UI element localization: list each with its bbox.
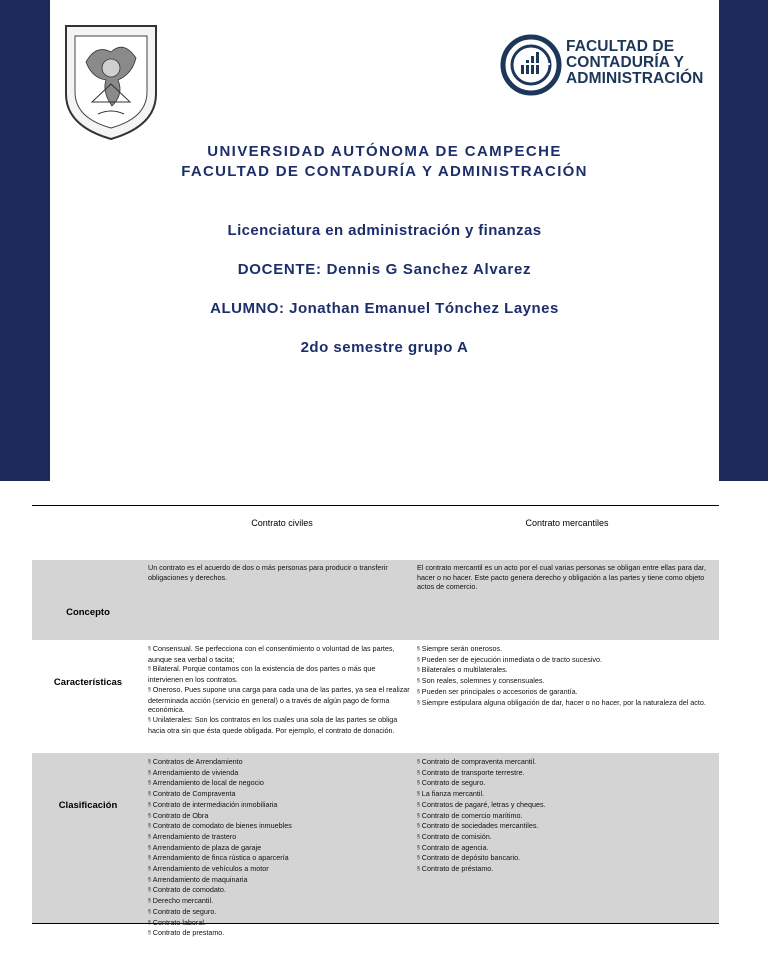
- university-name: UNIVERSIDAD AUTÓNOMA DE CAMPECHE: [207, 143, 562, 160]
- faculty-logo-icon: [500, 34, 562, 96]
- list-item: § Contrato de seguro.: [148, 907, 410, 918]
- faculty-name: FACULTAD DE CONTADURÍA Y ADMINISTRACIÓN: [181, 163, 588, 180]
- list-item: § Contrato de comisión.: [417, 832, 712, 843]
- left-blue-band: [0, 0, 50, 481]
- column-header-civil: Contrato civiles: [251, 518, 313, 528]
- list-item: § Pueden ser de ejecución inmediata o de tracto sucesivo.: [417, 655, 712, 666]
- teacher-name: DOCENTE: Dennis G Sanchez Alvarez: [237, 261, 532, 278]
- faculty-logo: [500, 34, 715, 98]
- list-item: § Contratos de pagaré, letras y cheques.: [417, 800, 712, 811]
- list-item: § Arrendamiento de trastero: [148, 832, 410, 843]
- table-row-caracteristicas: [32, 640, 719, 753]
- list-item: § Contrato de transporte terrestre.: [417, 768, 712, 779]
- list-item: § Arrendamiento de plaza de garaje: [148, 843, 410, 854]
- table-top-rule: [32, 505, 719, 506]
- column-header-mercantil: Contrato mercantiles: [525, 518, 609, 528]
- semester-group: 2do semestre grupo A: [300, 339, 469, 356]
- list-item: § Contrato de compraventa mercantil.: [417, 757, 712, 768]
- list-item: § Siempre serán onerosos.: [417, 644, 712, 655]
- list-item: § Contrato de depósito bancario.: [417, 853, 712, 864]
- list-item: § Oneroso. Pues supone una carga para cada una de las partes, ya sea el realizar determinada acción (servicio en general) o a través de algún pago de forma económica.: [148, 685, 410, 715]
- list-item: § Derecho mercantil.: [148, 896, 410, 907]
- table-bottom-rule: [32, 923, 719, 924]
- list-item: § Contrato de comodato de bienes inmuebles: [148, 821, 410, 832]
- list-item: § Contrato de sociedades mercantiles.: [417, 821, 712, 832]
- row-label-caracteristicas: Características: [53, 677, 123, 688]
- list-item: § Contrato de agencia.: [417, 843, 712, 854]
- list-item: § Contrato de seguro.: [417, 778, 712, 789]
- list-item: § Contrato de Compraventa: [148, 789, 410, 800]
- list-item: § Bilateral. Porque contamos con la existencia de dos partes o más que intervienen en los contratos.: [148, 664, 410, 684]
- clasificacion-mercantil-list: [417, 757, 712, 875]
- degree-name: Licenciatura en administración y finanzas: [227, 222, 542, 239]
- list-item: § Contrato de préstamo.: [417, 864, 712, 875]
- list-item: § Siempre estipulara alguna obligación de dar, hacer o no hacer, por la naturaleza del acto.: [417, 698, 712, 709]
- row-label-clasificacion: Clasificación: [58, 800, 118, 811]
- student-name: ALUMNO: Jonathan Emanuel Tónchez Laynes: [210, 300, 559, 317]
- list-item: § Arrendamiento de local de negocio: [148, 778, 410, 789]
- list-item: § Arrendamiento de vehículos a motor: [148, 864, 410, 875]
- list-item: § Contrato de comodato.: [148, 885, 410, 896]
- logo-line-2: CONTADURÍA Y: [566, 54, 685, 71]
- list-item: § Contrato de comercio marítimo.: [417, 811, 712, 822]
- list-item: § Contrato de intermediación inmobiliaria: [148, 800, 410, 811]
- table-row-clasificacion: [32, 753, 719, 938]
- logo-line-1: FACULTAD DE: [566, 38, 675, 55]
- list-item: § Pueden ser principales o accesorios de garantía.: [417, 687, 712, 698]
- list-item: § Bilaterales o multilaterales.: [417, 665, 712, 676]
- concepto-mercantil-text: El contrato mercantil es un acto por el cual varias personas se obligan entre ellas para dar, hacer o no hacer. Este pacto genera derecho y obligación a las partes y tiene como objeto actos de comercio.: [417, 563, 706, 592]
- logo-line-3: ADMINISTRACIÓN: [566, 70, 704, 87]
- list-item: § Unilaterales: Son los contratos en los cuales una sola de las partes se obliga hacia otra sin que ésta quede obligada. Por ejemplo, el contrato de donación.: [148, 715, 410, 735]
- list-item: § Arrendamiento de finca rústica o aparcería: [148, 853, 410, 864]
- list-item: § Contratos de Arrendamiento: [148, 757, 410, 768]
- university-seal: [62, 22, 160, 142]
- clasificacion-civil-list: [148, 757, 410, 939]
- list-item: § Son reales, solemnes y consensuales.: [417, 676, 712, 687]
- list-item: § Contrato de prestamo.: [148, 928, 410, 939]
- list-item: § Contrato de Obra: [148, 811, 410, 822]
- list-item: § La fianza mercantil.: [417, 789, 712, 800]
- right-blue-band: [719, 0, 768, 481]
- row-label-concepto: Concepto: [66, 607, 110, 618]
- list-item: § Arrendamiento de vivienda: [148, 768, 410, 779]
- list-item: § Consensual. Se perfecciona con el consentimiento o voluntad de las partes, aunque sea verbal o tacita;: [148, 644, 410, 664]
- list-item: § Arrendamiento de maquinaria: [148, 875, 410, 886]
- concepto-civil-text: Un contrato es el acuerdo de dos o más personas para producir o transferir obligaciones y derechos.: [148, 563, 388, 582]
- caracteristicas-mercantil-list: [417, 644, 712, 708]
- caracteristicas-civil-list: [148, 644, 410, 735]
- faculty-logo-text: [566, 39, 703, 87]
- table-row-concepto: [32, 560, 719, 640]
